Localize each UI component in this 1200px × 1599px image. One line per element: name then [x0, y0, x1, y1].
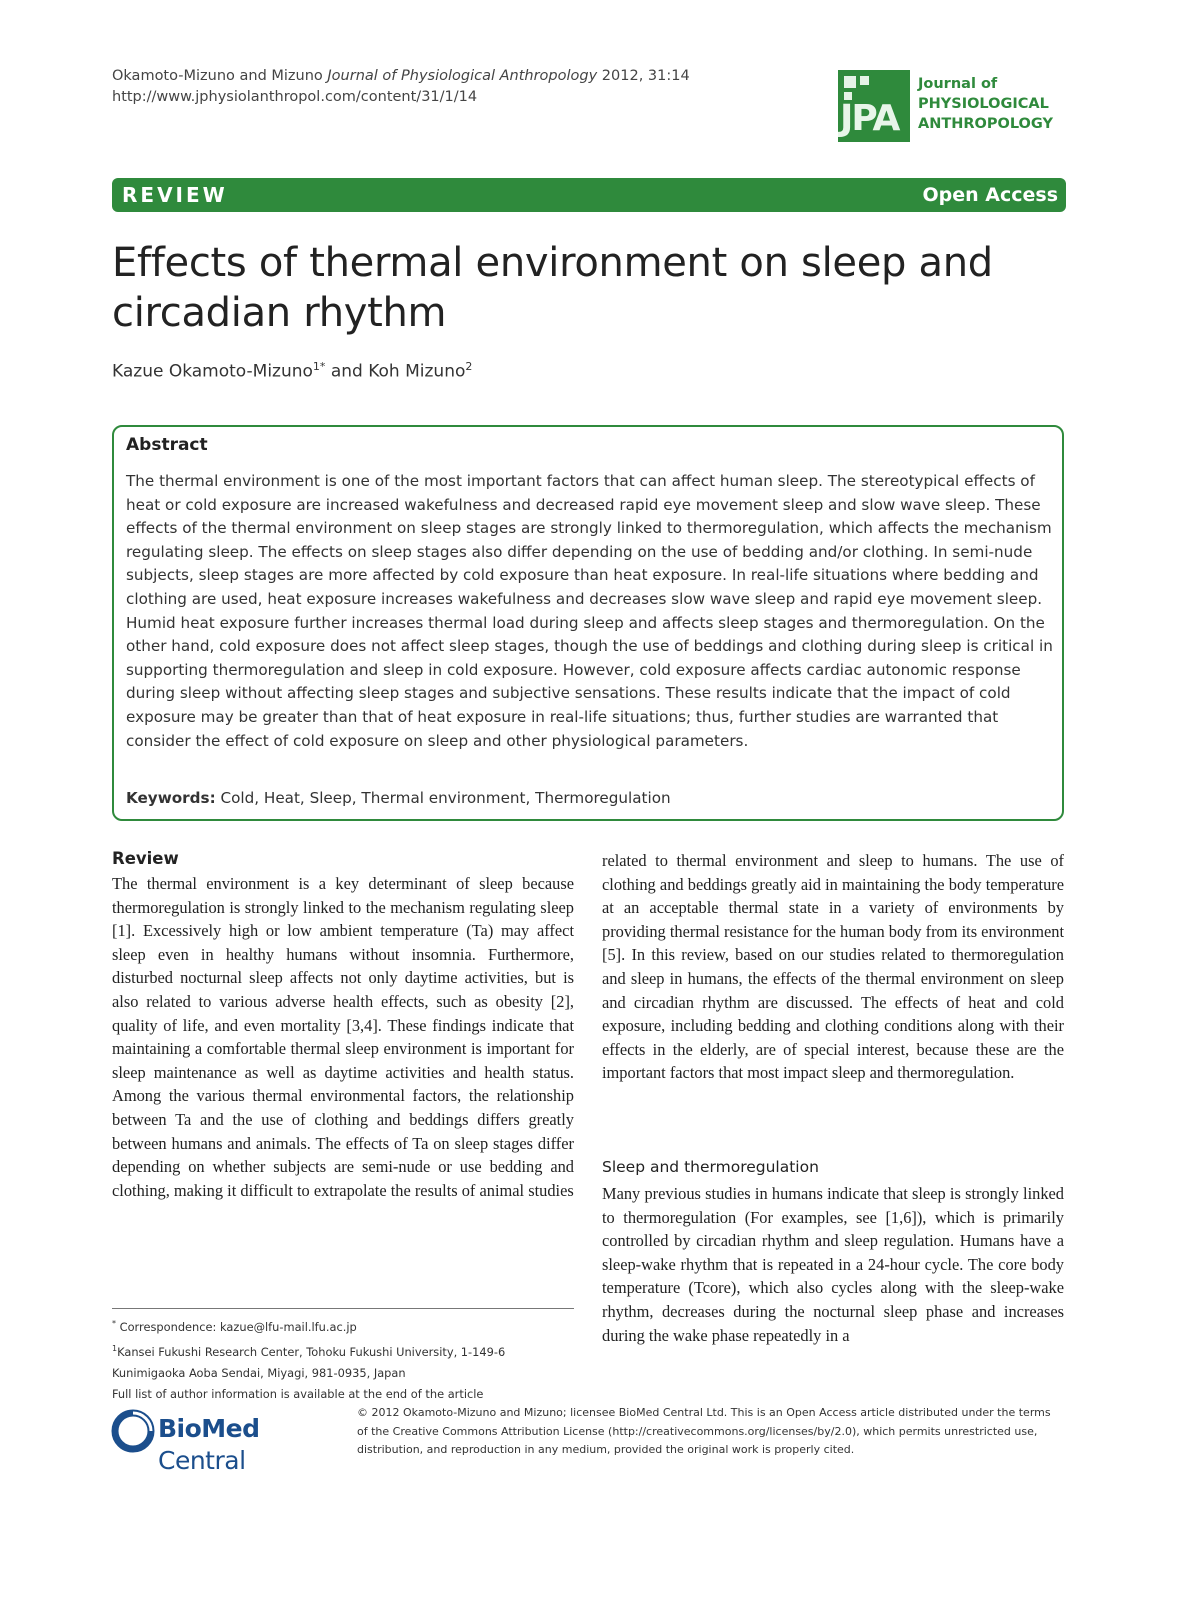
- article-title: Effects of thermal environment on sleep and circadian rhythm: [112, 240, 993, 336]
- body-right-column: related to thermal environment and sleep to humans. The use of clothing and beddings greatly aid in maintaining the body temperature at an acceptable thermal state in a variety of environments by providing thermal resistance for the human body from its environment [5]. In this review, based on our studies related to thermoregulation and sleep in humans, the effects of the thermal environment on sleep and circadian rhythm are discussed. The effects of heat and cold exposure, including bedding and clothing conditions along with their effects in the elderly, are of special interest, because these are the important factors that most impact sleep and thermoregulation.: [602, 851, 1065, 1083]
- biomed-wordmark-bold: BioMed: [158, 1414, 260, 1443]
- journal-name-line1: Journal of: [918, 76, 998, 92]
- citation-header: [112, 66, 690, 108]
- article-type-label: REVIEW: [122, 183, 228, 207]
- abstract-text: The thermal environment is one of the most important factors that can affect human sleep. The stereotypical effects of heat or cold exposure are increased wakefulness and decreased rapid eye movement sleep and slow wave sleep. These effects of the thermal environment on sleep stages are strongly linked to thermoregulation, which affects the mechanism regulating sleep. The effects on sleep stages also differ depending on the use of bedding and/or clothing. In semi-nude subjects, sleep stages are more affected by cold exposure than heat exposure. In real-life situations where bedding and clothing are used, heat exposure increases wakefulness and decreases slow wave sleep and rapid eye movement sleep. Humid heat exposure further increases thermal load during sleep and affects sleep stages and thermoregulation. On the other hand, cold exposure does not affect sleep stages, though the use of beddings and clothing during sleep is critical in supporting thermoregulation and sleep in cold exposure. However, cold exposure affects cardiac autonomic response during sleep without affecting sleep stages and subjective sensations. These results indicate that the impact of cold exposure may be greater than that of heat exposure in real-life situations; thus, further studies are warranted that consider the effect of cold exposure on sleep and other physiological parameters.: [126, 472, 1053, 750]
- sleep-thermoregulation-text: Many previous studies in humans indicate that sleep is strongly linked to thermoregulation (For examples, see [1,6]), which is primarily controlled by circadian rhythm and sleep regulation. Humans have a sleep-wake rhythm that is repeated in a 24-hour cycle. The core body temperature (Tcore), which also cycles along with the sleep-wake rhythm, decreases during the nocturnal sleep phase and increases during the wake phase repeatedly in a: [602, 1184, 1064, 1345]
- article-url[interactable]: http://www.jphysiolanthropol.com/content/31/1/14: [112, 89, 478, 105]
- keywords-label: Keywords:: [126, 789, 216, 807]
- author-list: [112, 360, 472, 382]
- correspondence-note: [112, 1313, 582, 1338]
- author-info-note: Full list of author information is available at the end of the article: [112, 1386, 484, 1401]
- author-separator: and: [325, 361, 369, 382]
- biomed-central-wordmark: [158, 1413, 340, 1477]
- abstract-heading: Abstract: [126, 435, 208, 455]
- citation-journal: Journal of Physiological Anthropology: [327, 68, 598, 84]
- journal-name-line3: ANTHROPOLOGY: [918, 116, 1053, 132]
- author-1-affil: 1*: [312, 360, 326, 373]
- affiliation-line1: Kansei Fukushi Research Center, Tohoku Fukushi University, 1-149-6: [117, 1344, 506, 1359]
- journal-name: [918, 74, 1053, 134]
- affiliation-line2: Kunimigaoka Aoba Sendai, Miyagi, 981-0935, Japan: [112, 1365, 406, 1380]
- license-text: © 2012 Okamoto-Mizuno and Mizuno; licensee BioMed Central Ltd. This is an Open Access article distributed under the terms of the Creative Commons Attribution License (http://creativecommons.org/licenses/by/2.0), which permits unrestricted use, distribution, and reproduction in any medium, provided the original work is properly cited.: [357, 1406, 1051, 1457]
- keywords: [126, 789, 671, 807]
- author-2[interactable]: Koh Mizuno: [368, 361, 466, 382]
- author-1[interactable]: Kazue Okamoto-Mizuno: [112, 361, 313, 382]
- journal-logo: [838, 70, 1068, 142]
- citation-authors: Okamoto-Mizuno and Mizuno: [112, 68, 323, 84]
- body-left-column: The thermal environment is a key determinant of sleep because thermoregulation is strongly linked to the mechanism regulating sleep [1]. Excessively high or low ambient temperature (Ta) may affect sleep even in healthy humans without insomnia. Furthermore, disturbed nocturnal sleep affects not only daytime activities, but is also related to various adverse health effects, such as obesity [2], quality of life, and even mortality [3,4]. These findings indicate that maintaining a comfortable thermal sleep environment is important for sleep maintenance as well as daytime activities and health status. Among the various thermal environmental factors, the relationship between Ta and the use of clothing and beddings differs greatly between humans and animals. The effects of Ta on sleep stages differ depending on whether subjects are semi-nude or use bedding and clothing, making it difficult to extrapolate the results of animal studies: [112, 874, 574, 1200]
- footnote-rule: [112, 1308, 574, 1309]
- review-heading: Review: [112, 849, 179, 868]
- affiliation-mark: 1: [112, 1343, 118, 1353]
- sleep-thermoregulation-heading: Sleep and thermoregulation: [602, 1158, 819, 1176]
- correspondence-mark: *: [112, 1319, 116, 1328]
- keywords-list: Cold, Heat, Sleep, Thermal environment, Thermoregulation: [215, 789, 671, 807]
- open-access-label: Open Access: [922, 184, 1058, 206]
- affiliation-note: [112, 1338, 582, 1363]
- citation-line: [112, 66, 690, 87]
- journal-name-line2: PHYSIOLOGICAL: [918, 96, 1049, 112]
- author-2-affil: 2: [465, 360, 473, 373]
- jpa-letters: JPA: [840, 98, 899, 139]
- citation-ref: 2012, 31:14: [601, 68, 690, 84]
- biomed-wordmark-regular: Central: [158, 1446, 246, 1475]
- biomed-central-icon: [110, 1408, 156, 1454]
- jpa-logo-icon: [838, 70, 910, 142]
- footnotes: [112, 1313, 582, 1405]
- biomed-central-logo: [110, 1408, 340, 1475]
- correspondence-email[interactable]: Correspondence: kazue@lfu-mail.lfu.ac.jp: [116, 1319, 357, 1334]
